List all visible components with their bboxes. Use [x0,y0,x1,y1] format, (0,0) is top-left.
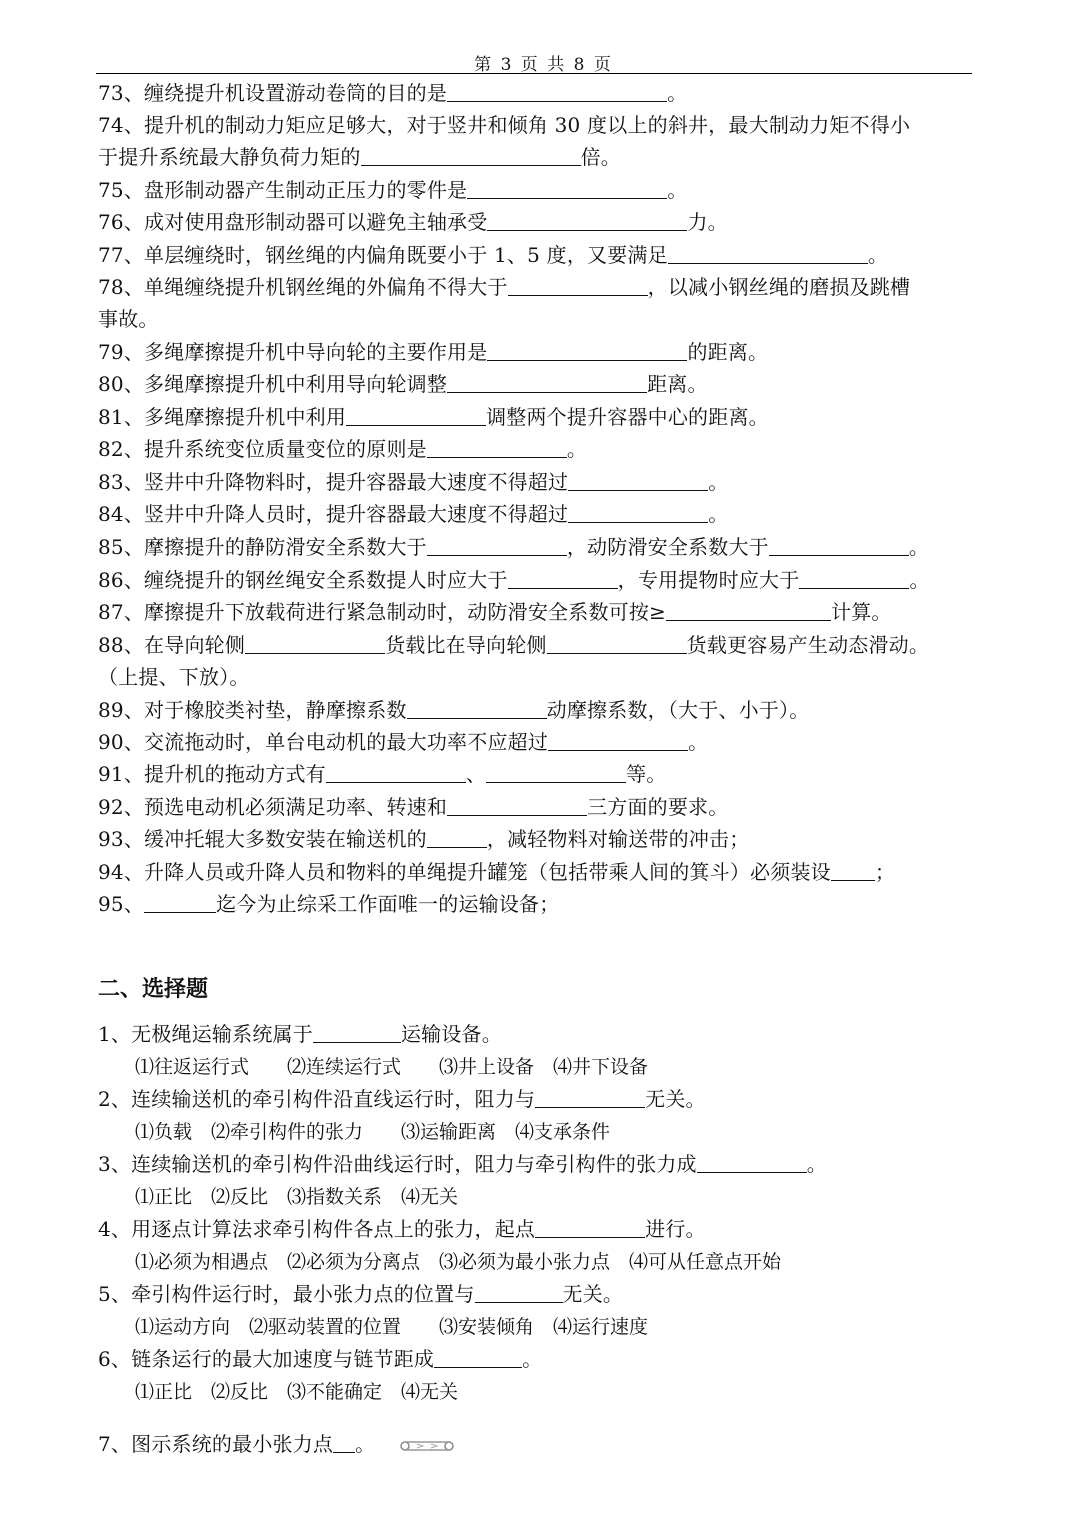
question-text: 81、多绳摩擦提升机中利用 [98,405,347,429]
choice-options: ⑴正比 ⑵反比 ⑶不能确定 ⑷无关 [135,1381,459,1403]
question-text: 力。 [687,210,728,234]
question-text: 等。 [626,762,667,786]
fill-in-line [98,860,895,884]
answer-blank[interactable] [831,862,875,881]
question-text: 于提升系统最大静负荷力矩的 [98,145,361,169]
answer-blank[interactable] [326,764,466,783]
question-text: ，以减小钢丝绳的磨损及跳槽 [647,275,911,299]
fill-in-line [98,892,559,916]
question-text: 84、竖井中升降人员时，提升容器最大速度不得超过 [98,502,569,526]
question-text: 85、摩擦提升的静防滑安全系数大于 [98,535,427,559]
answer-blank[interactable] [486,764,626,783]
question-text: 计算。 [831,600,892,624]
choice-question [98,1282,623,1306]
question-text: 79、多绳摩擦提升机中导向轮的主要作用是 [98,340,488,364]
answer-blank[interactable] [547,635,687,654]
question-text: 95、 [98,892,145,916]
question-text: 74、提升机的制动力矩应足够大，对于竖井和倾角 30 度以上的斜井，最大制动力矩不得小 [98,113,911,137]
choice-question [98,1022,502,1046]
choice-options: ⑴运动方向 ⑵驱动装置的位置 ⑶安装倾角 ⑷运行速度 [135,1316,649,1338]
fill-in-line [98,665,250,689]
choice-options: ⑴负载 ⑵牵引构件的张力 ⑶运输距离 ⑷支承条件 [135,1121,611,1143]
answer-blank[interactable] [666,602,831,621]
answer-blank[interactable] [508,570,618,589]
fill-in-line [98,307,159,331]
question-text: 。 [667,81,688,105]
fill-in-line [98,210,728,234]
question-text: 。 [708,502,729,526]
question-text: 76、成对使用盘形制动器可以避免主轴承受 [98,210,488,234]
header-rule [96,73,972,74]
fill-in-line [98,405,769,429]
answer-blank[interactable] [668,245,868,264]
choice-options: ⑴必须为相遇点 ⑵必须为分离点 ⑶必须为最小张力点 ⑷可从任意点开始 [135,1251,782,1273]
question-text: 6、链条运行的最大加速度与链节距成 [98,1347,435,1371]
answer-blank[interactable] [447,797,587,816]
question-text: 进行。 [645,1217,706,1241]
fill-in-line [98,502,728,526]
answer-blank[interactable] [361,147,581,166]
fill-in-line [98,275,910,299]
answer-blank[interactable] [568,472,708,491]
question-text: 88、在导向轮侧 [98,633,246,657]
answer-blank[interactable] [467,180,667,199]
fill-in-line [98,113,910,137]
question-text: 75、盘形制动器产生制动正压力的零件是 [98,178,468,202]
question-text: 倍。 [580,145,622,169]
answer-blank[interactable] [475,1284,563,1303]
section-title: 二、选择题 [98,977,209,1002]
fill-in-line [98,178,687,202]
page-header: 第 3 页 共 8 页 [474,55,613,75]
question-text: 80、多绳摩擦提升机中利用导向轮调整 [98,372,448,396]
question-text: 77、单层缠绕时，钢丝绳的内偏角既要小于 1、5 度，又要满足 [98,243,668,267]
fill-in-line [98,827,749,851]
question-text: 。 [355,1432,376,1456]
fill-in-line [98,633,929,657]
question-text: 94、升降人员或升降人员和物料的单绳提升罐笼（包括带乘人间的箕斗）必须装设 [98,860,831,884]
fill-in-line [98,730,708,754]
question-text: 。 [522,1347,543,1371]
fill-in-line [98,568,930,592]
answer-blank[interactable] [427,537,567,556]
answer-blank[interactable] [799,570,909,589]
question-text: 动摩擦系数，（大于、小于）。 [546,698,810,722]
question-text: 87、摩擦提升下放载荷进行紧急制动时，动防滑安全系数可按≥ [98,600,667,624]
question-text: ，动防滑安全系数大于 [566,535,769,559]
answer-blank[interactable] [313,1024,401,1043]
answer-blank[interactable] [769,537,909,556]
answer-blank[interactable] [697,1154,807,1173]
question-text: （上提、下放）。 [98,665,250,689]
question-text: 调整两个提升容器中心的距离。 [486,405,769,429]
question-text: 距离。 [647,372,708,396]
question-text: 89、对于橡胶类衬垫，静摩擦系数 [98,698,407,722]
question-text: 。 [909,568,930,592]
question-text: 。 [806,1152,827,1176]
choice-question [98,1432,457,1457]
answer-blank[interactable] [487,212,687,231]
fill-in-line [98,698,809,722]
question-text: ，专用提物时应大于 [617,568,800,592]
answer-blank[interactable] [548,732,688,751]
choice-options: ⑴往返运行式 ⑵连续运行式 ⑶井上设备 ⑷井下设备 [135,1056,649,1078]
fill-in-line [98,795,728,819]
choice-question [98,1347,542,1371]
question-text: 无关。 [562,1282,624,1306]
answer-blank[interactable] [447,374,647,393]
answer-blank[interactable] [535,1089,645,1108]
fill-in-line [98,243,888,267]
choice-question [98,1152,827,1176]
fill-in-line [98,437,587,461]
question-text: 。 [566,437,588,461]
question-text: 事故。 [98,307,159,331]
fill-in-line [98,372,708,396]
question-text: 货载比在导向轮侧 [385,633,547,657]
question-text: 7、图示系统的最小张力点 [98,1432,334,1456]
question-text: 90、交流拖动时，单台电动机的最大功率不应超过 [98,730,549,754]
question-text: 无关。 [645,1087,706,1111]
question-text: 迄今为止综采工作面唯一的运输设备； [216,892,560,916]
question-text: 78、单绳缠绕提升机钢丝绳的外偏角不得大于 [98,275,508,299]
question-text: 4、用逐点计算法求牵引构件各点上的张力，起点 [98,1217,536,1241]
question-text: ，减轻物料对输送带的冲击； [486,827,750,851]
conveyor-diagram-icon [397,1435,457,1457]
answer-blank[interactable] [245,635,385,654]
answer-blank[interactable] [447,83,667,102]
question-text: 三方面的要求。 [587,795,729,819]
answer-blank[interactable] [535,1219,645,1238]
choice-question [98,1217,706,1241]
question-text: 。 [708,470,729,494]
question-text: 82、提升系统变位质量变位的原则是 [98,437,427,461]
question-text: 3、连续输送机的牵引构件沿曲线运行时，阻力与牵引构件的张力成 [98,1152,697,1176]
question-text: 2、连续输送机的牵引构件沿直线运行时，阻力与 [98,1087,536,1111]
question-text: 运输设备。 [400,1022,502,1046]
question-text: 1、无极绳运输系统属于 [98,1022,313,1046]
answer-blank[interactable] [568,504,708,523]
question-text: 。 [667,178,688,202]
fill-in-line [98,81,687,105]
fill-in-line [98,470,728,494]
question-text: 的距离。 [687,340,769,364]
fill-in-line [98,535,929,559]
question-text: 83、竖井中升降物料时，提升容器最大速度不得超过 [98,470,569,494]
question-text: 73、缠绕提升机设置游动卷筒的目的是 [98,81,448,105]
answer-blank[interactable] [487,342,687,361]
question-text: 5、牵引构件运行时，最小张力点的位置与 [98,1282,475,1306]
answer-blank[interactable] [407,700,547,719]
question-text: 。 [867,243,889,267]
question-text: 93、缓冲托辊大多数安装在输送机的 [98,827,427,851]
fill-in-line [98,340,768,364]
answer-blank[interactable] [346,407,486,426]
question-text: 。 [688,730,709,754]
answer-blank[interactable] [427,439,567,458]
answer-blank[interactable] [427,829,487,848]
question-text: 、 [465,762,487,786]
choice-question [98,1087,706,1111]
answer-blank[interactable] [144,894,216,913]
answer-blank[interactable] [508,277,648,296]
question-text: 86、缠绕提升的钢丝绳安全系数提人时应大于 [98,568,508,592]
choice-options: ⑴正比 ⑵反比 ⑶指数关系 ⑷无关 [135,1186,459,1208]
question-text: 92、预选电动机必须满足功率、转速和 [98,795,448,819]
answer-blank[interactable] [333,1434,355,1453]
fill-in-line [98,762,666,786]
question-text: 91、提升机的拖动方式有 [98,762,326,786]
fill-in-line [98,600,892,624]
question-text: 。 [908,535,930,559]
question-text: ； [874,860,896,884]
question-text: 货载更容易产生动态滑动。 [686,633,930,657]
answer-blank[interactable] [434,1349,522,1368]
fill-in-line [98,145,621,169]
